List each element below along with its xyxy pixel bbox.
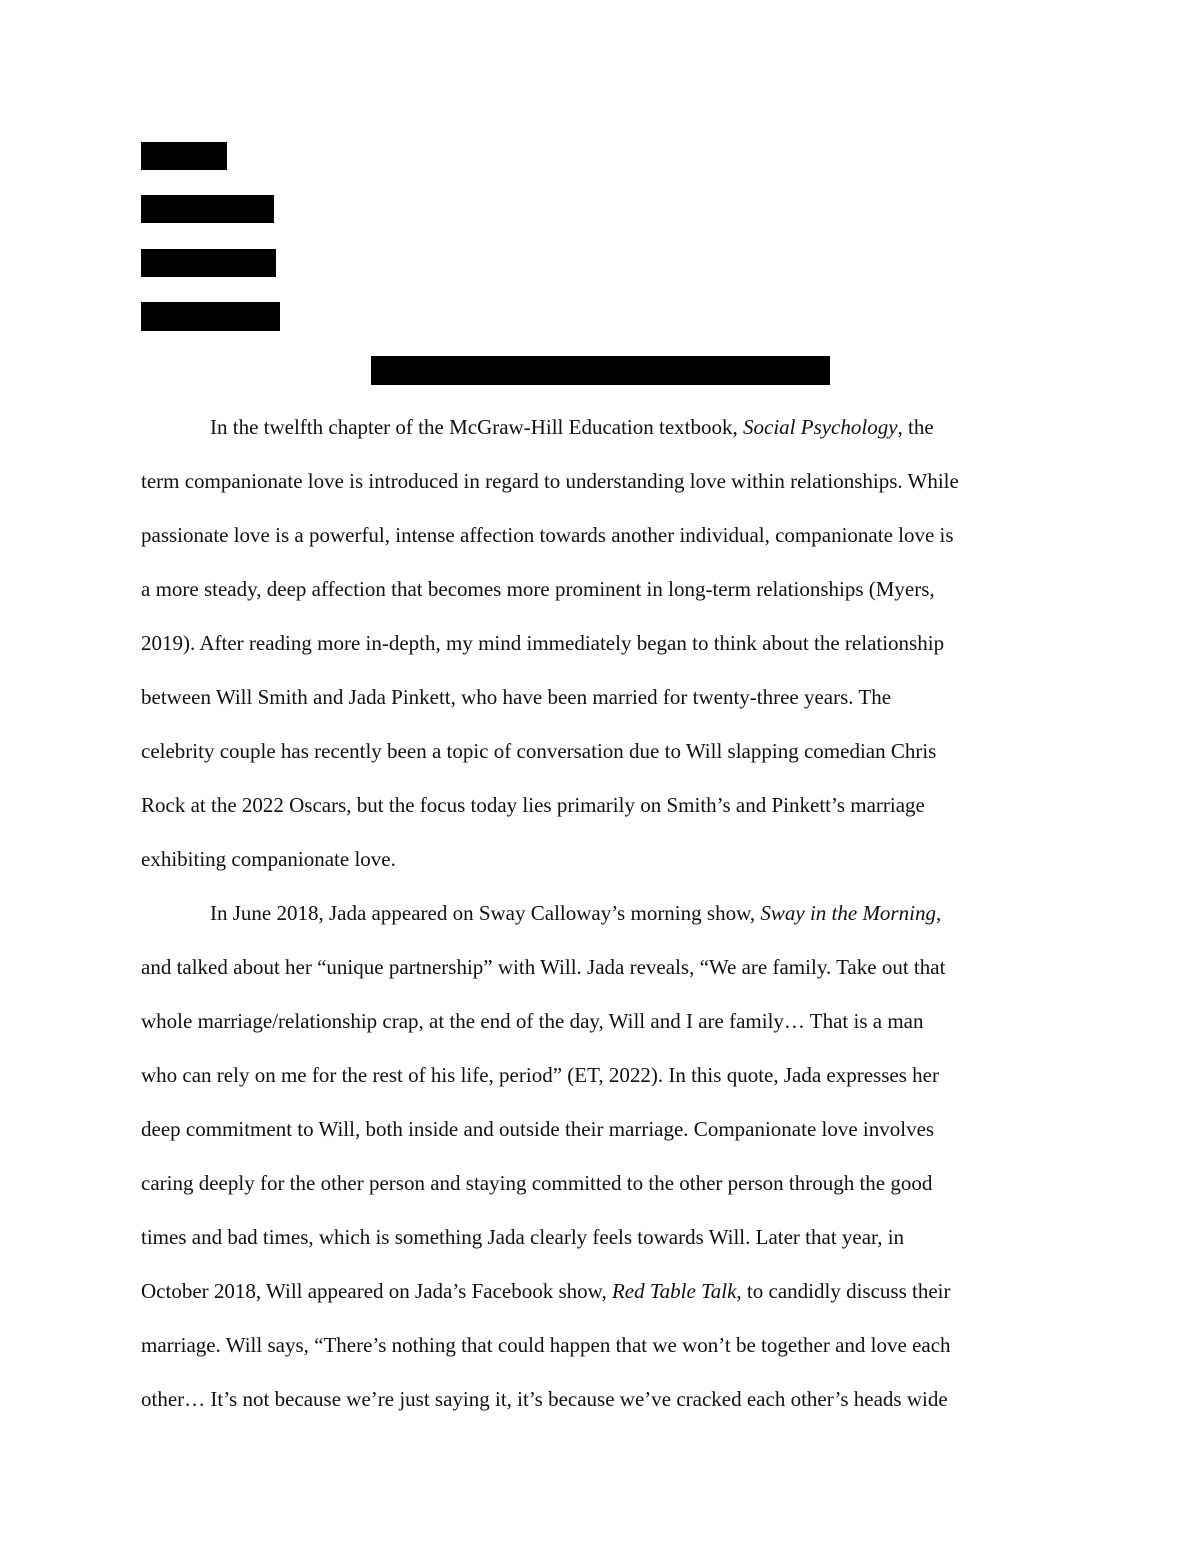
paragraph-1-line-4: a more steady, deep affection that becomes more prominent in long-term relationships (Myers, bbox=[141, 577, 935, 601]
paragraph-2-line-8: October 2018, Will appeared on Jada’s Facebook show, Red Table Talk, to candidly discuss their bbox=[141, 1279, 951, 1303]
paragraph-1-line-3: passionate love is a powerful, intense affection towards another individual, companionate love is bbox=[141, 523, 954, 547]
redacted-instructor-name bbox=[141, 195, 274, 223]
paragraph-1-line-5: 2019). After reading more in-depth, my mind immediately began to think about the relationship bbox=[141, 631, 945, 655]
paragraph-2-line-10: other… It’s not because we’re just saying it, it’s because we’ve cracked each other’s heads wide bbox=[141, 1387, 948, 1411]
document-body bbox=[141, 400, 1061, 1426]
redacted-title bbox=[371, 356, 830, 385]
paragraph-1-line-1: In the twelfth chapter of the McGraw-Hill Education textbook, Social Psychology, the bbox=[210, 415, 934, 439]
paragraph-2-line-5: deep commitment to Will, both inside and outside their marriage. Companionate love involves bbox=[141, 1117, 935, 1141]
show-title: Red Table Talk bbox=[611, 1279, 737, 1303]
redacted-student-name bbox=[141, 142, 227, 170]
paragraph-2-line-6: caring deeply for the other person and staying committed to the other person through the good bbox=[141, 1171, 933, 1195]
paragraph-2-line-3: whole marriage/relationship crap, at the end of the day, Will and I are family… That is a man bbox=[141, 1009, 924, 1033]
paragraph-1-line-7: celebrity couple has recently been a topic of conversation due to Will slapping comedian Chris bbox=[141, 739, 937, 763]
redacted-course-name bbox=[141, 249, 276, 277]
book-title: Social Psychology bbox=[743, 415, 898, 439]
paragraph-1-line-9: exhibiting companionate love. bbox=[141, 847, 396, 871]
paragraph-2-line-9: marriage. Will says, “There’s nothing that could happen that we won’t be together and love each bbox=[141, 1333, 951, 1357]
paragraph-2-line-7: times and bad times, which is something Jada clearly feels towards Will. Later that year, in bbox=[141, 1225, 905, 1249]
redacted-date bbox=[141, 302, 280, 331]
paragraph-2-line-4: who can rely on me for the rest of his life, period” (ET, 2022). In this quote, Jada expresses her bbox=[141, 1063, 939, 1087]
paragraph-2-line-1: In June 2018, Jada appeared on Sway Calloway’s morning show, Sway in the Morning, bbox=[210, 901, 942, 925]
paragraph-2-line-2: and talked about her “unique partnership” with Will. Jada reveals, “We are family. Take out that bbox=[141, 955, 946, 979]
show-title: Sway in the Morning, bbox=[760, 901, 942, 925]
paragraph-1-line-2: term companionate love is introduced in regard to understanding love within relationships. While bbox=[141, 469, 959, 493]
paragraph-1-line-8: Rock at the 2022 Oscars, but the focus today lies primarily on Smith’s and Pinkett’s marriage bbox=[141, 793, 925, 817]
paragraph-1-line-6: between Will Smith and Jada Pinkett, who have been married for twenty-three years. The bbox=[141, 685, 892, 709]
